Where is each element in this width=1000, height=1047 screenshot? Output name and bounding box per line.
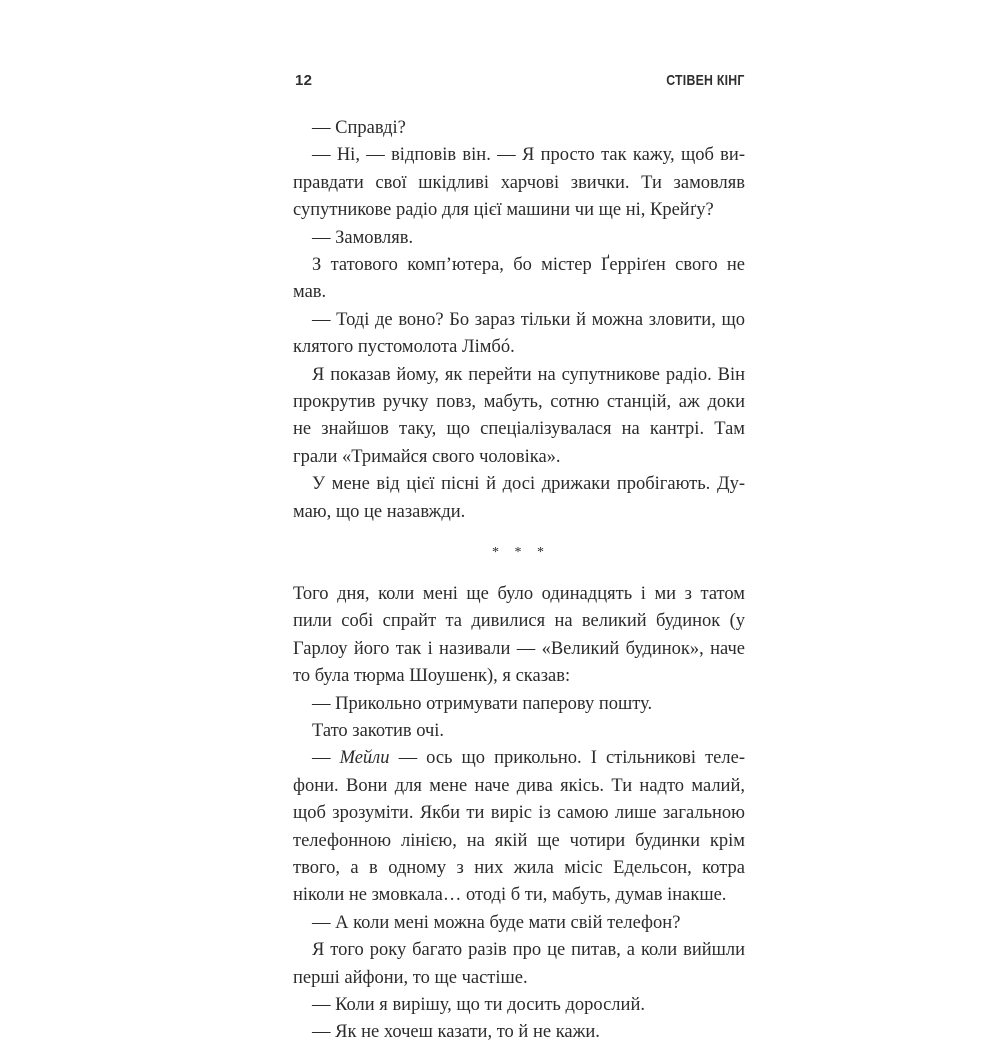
paragraph: У мене від цієї пісні й досі дрижаки пробігають. Думаю, що це назавжди.	[293, 474, 745, 522]
paragraph: Я показав йому, як перейти на супутникове радіо. Він прокрутив ручку повз, мабуть, сотню станцій, аж доки не знайшов таку, що спеціалізувалася на кантрі. Там грали «Тримайся свого чоловіка».	[293, 364, 745, 467]
paragraph: — Замовляв.	[312, 227, 414, 248]
paragraph: Тато закотив очі.	[312, 720, 445, 741]
paragraph: — Як не хочеш казати, то й не кажи.	[312, 1022, 600, 1043]
paragraph: — А коли мені можна буде мати свій телефон?	[312, 912, 681, 933]
paragraph: — Ні, — відповів він. — Я просто так кажу, щоб виправдати свої шкідливі харчові звички. Ти замовляв супутникове радіо для цієї машини чи ще ні, Крейґу?	[293, 145, 745, 221]
italic-word: Мейли	[339, 748, 390, 769]
text-body	[293, 115, 745, 1047]
dash: —	[312, 748, 340, 769]
paragraph-rest: — ось що прикольно. І стільникові телефони. Вони для мене наче дива якісь. Ти надто малий, щоб зрозуміти. Якби ти виріс із самою лише загальною телефонною лінією, на якій ще чотири будинки крім твого, а в одному з них жила місіс Едельсон, котра ніколи не змовкала… отоді б ти, мабуть, думав інакше.	[293, 748, 745, 906]
paragraph-mail	[293, 745, 745, 909]
running-head	[293, 68, 745, 98]
paragraph: — Прикольно отримувати паперову пошту.	[312, 693, 653, 714]
paragraph: Я того року багато разів про це питав, а коли вийшли перші айфони, то ще частіше.	[293, 940, 745, 988]
book-page	[293, 68, 745, 1043]
paragraph: — Тоді де воно? Бо зараз тільки й можна зловити, що клятого пустомолота Лімбó.	[293, 309, 745, 358]
page-number: 12	[295, 72, 313, 89]
paragraph: — Справді?	[312, 118, 406, 138]
paragraph: Того дня, коли мені ще було одинадцять і ми з татом пили собі спрайт та дивилися на великий будинок (у Гарлоу його так і називали — «Великий будинок», наче то була тюрма Шоушенк), я сказав:	[293, 583, 745, 687]
book-author: СТІВЕН КІНГ	[666, 72, 745, 89]
paragraph: — Коли я вирішу, що ти досить дорослий.	[312, 994, 645, 1015]
paragraph: З татового комп’ютера, бо містер Ґерріґен свого не мав.	[293, 255, 745, 303]
scene-break: * * *	[492, 545, 550, 561]
